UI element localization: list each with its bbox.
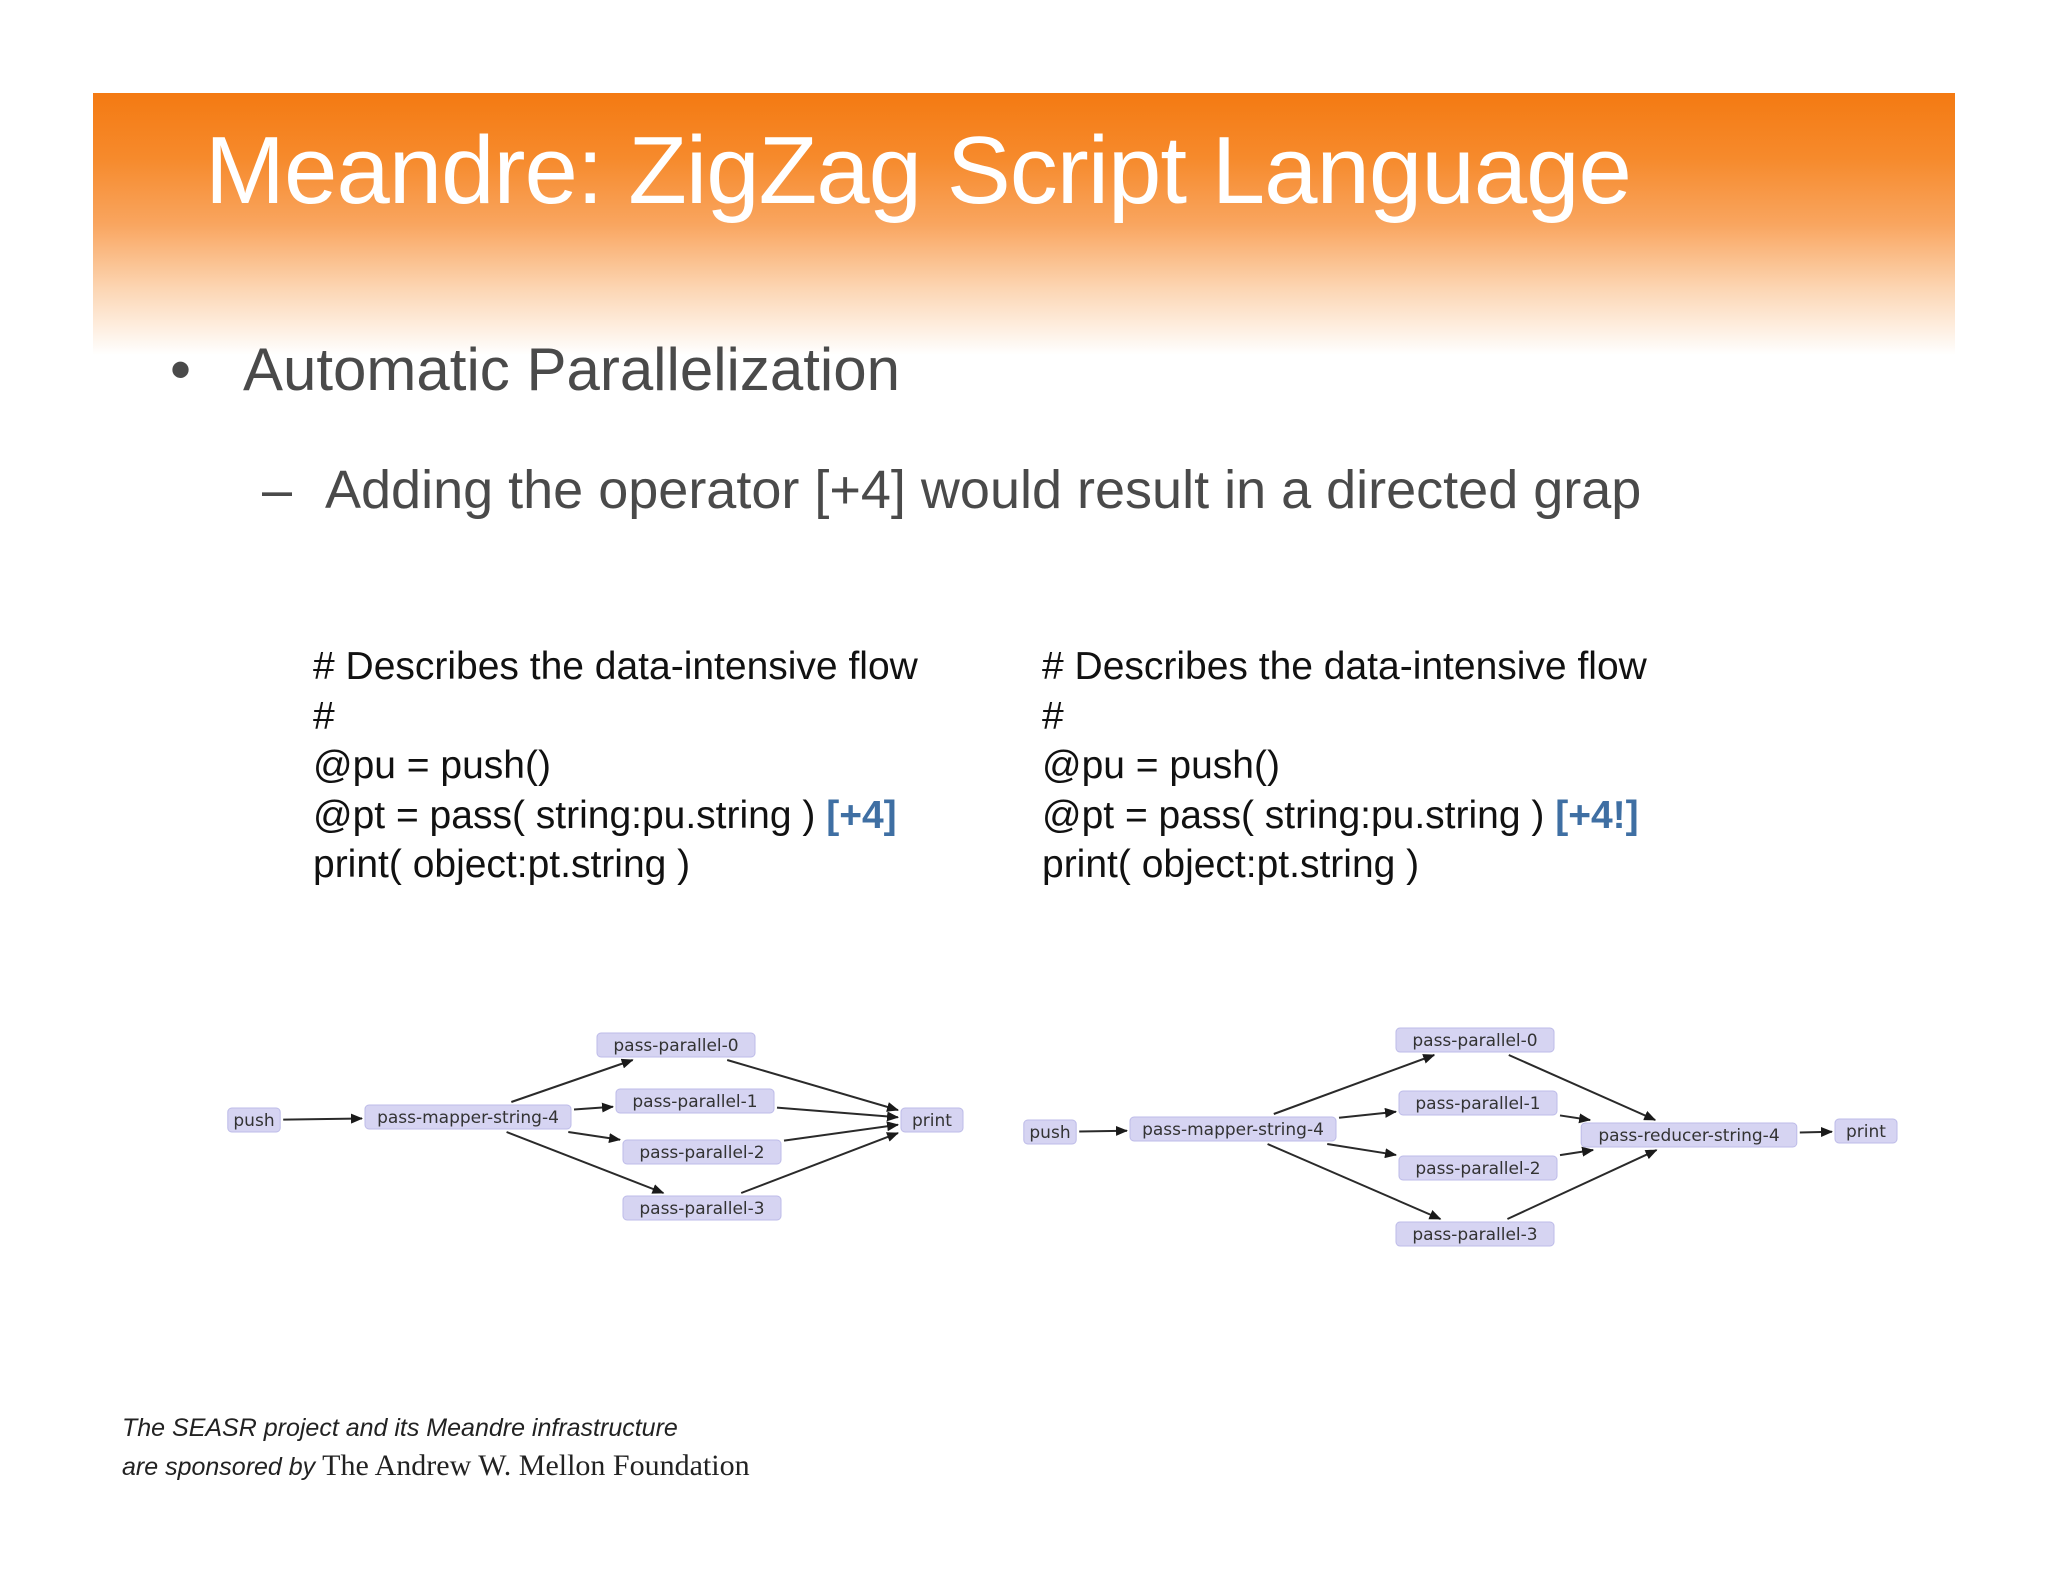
graph-node-label: pass-mapper-string-4 (1142, 1120, 1324, 1140)
graph-node-label: pass-parallel-1 (632, 1092, 758, 1112)
graph-node (228, 1108, 280, 1132)
graph-node-label: pass-parallel-0 (1412, 1031, 1538, 1051)
graph-node (1399, 1091, 1557, 1115)
graph-node-label: print (912, 1111, 952, 1131)
graph-node-label: pass-parallel-0 (613, 1036, 739, 1056)
graph-node (1399, 1156, 1557, 1180)
sponsor-name: The Andrew W. Mellon Foundation (322, 1449, 750, 1482)
footer-line-2-prefix: are sponsored by (122, 1453, 323, 1481)
bullet-text: Automatic Parallelization (243, 336, 900, 403)
slide-title: Meandre: ZigZag Script Language (205, 117, 1631, 224)
graph-node-label: push (1029, 1123, 1071, 1143)
parallel-operator: [+4!] (1555, 793, 1639, 837)
parallel-operator: [+4] (826, 793, 897, 837)
graph-node (597, 1033, 755, 1057)
subbullet-text: Adding the operator [+4] would result in a directed grap (325, 460, 1642, 520)
code-line: # (313, 694, 335, 738)
code-line: # Describes the data-intensive flow (1042, 645, 1647, 688)
graph-edge (1268, 1144, 1441, 1219)
flow-graph-left (228, 1033, 963, 1220)
flow-graph-right (1024, 1028, 1897, 1246)
graph-node-label: pass-parallel-3 (639, 1199, 765, 1219)
graph-node (365, 1105, 571, 1129)
graph-edge (1079, 1131, 1127, 1132)
graph-node (901, 1108, 963, 1132)
graph-edge (511, 1060, 632, 1102)
graph-node-label: pass-parallel-2 (639, 1143, 765, 1163)
code-line: @pu = push() (1042, 744, 1280, 787)
graph-edge (777, 1108, 898, 1118)
bullet-marker: • (170, 336, 192, 403)
graph-node (616, 1089, 774, 1113)
code-line: print( object:pt.string ) (313, 843, 691, 886)
graph-node-label: pass-mapper-string-4 (377, 1108, 559, 1128)
graph-edge (1560, 1150, 1593, 1155)
graph-edge (1800, 1132, 1832, 1133)
graph-node (1835, 1119, 1897, 1143)
graph-node (623, 1140, 781, 1164)
sponsor-footer (122, 1410, 750, 1486)
graph-edge (283, 1118, 362, 1119)
graph-node-label: pass-parallel-1 (1415, 1094, 1541, 1114)
graph-edge (568, 1132, 620, 1140)
code-line: print( object:pt.string ) (1042, 843, 1420, 886)
footer-line-1: The SEASR project and its Meandre infrastructure (122, 1414, 678, 1442)
graph-edge (784, 1125, 898, 1141)
code-line: # (1042, 694, 1064, 738)
code-text: @pt = pass( string:pu.string ) (313, 793, 827, 837)
graph-edge (1327, 1144, 1396, 1155)
graph-node (1024, 1120, 1076, 1144)
graph-node (1581, 1123, 1797, 1147)
code-text: @pt = pass( string:pu.string ) (1042, 793, 1556, 837)
graph-node-label: pass-parallel-3 (1412, 1225, 1538, 1245)
graph-node (623, 1196, 781, 1220)
graph-node (1396, 1028, 1554, 1052)
code-line: # Describes the data-intensive flow (313, 645, 918, 688)
graph-node-label: pass-parallel-2 (1415, 1159, 1541, 1179)
graph-edge (1560, 1115, 1590, 1120)
graph-node-label: push (233, 1111, 275, 1131)
graph-node (1396, 1222, 1554, 1246)
graph-node-label: pass-reducer-string-4 (1598, 1126, 1780, 1146)
graph-node-label: print (1846, 1122, 1886, 1142)
graph-node (1130, 1117, 1336, 1141)
graph-edge (574, 1107, 613, 1110)
code-line: @pu = push() (313, 744, 551, 787)
graph-edge (1339, 1112, 1396, 1118)
subbullet-marker: – (262, 460, 293, 520)
